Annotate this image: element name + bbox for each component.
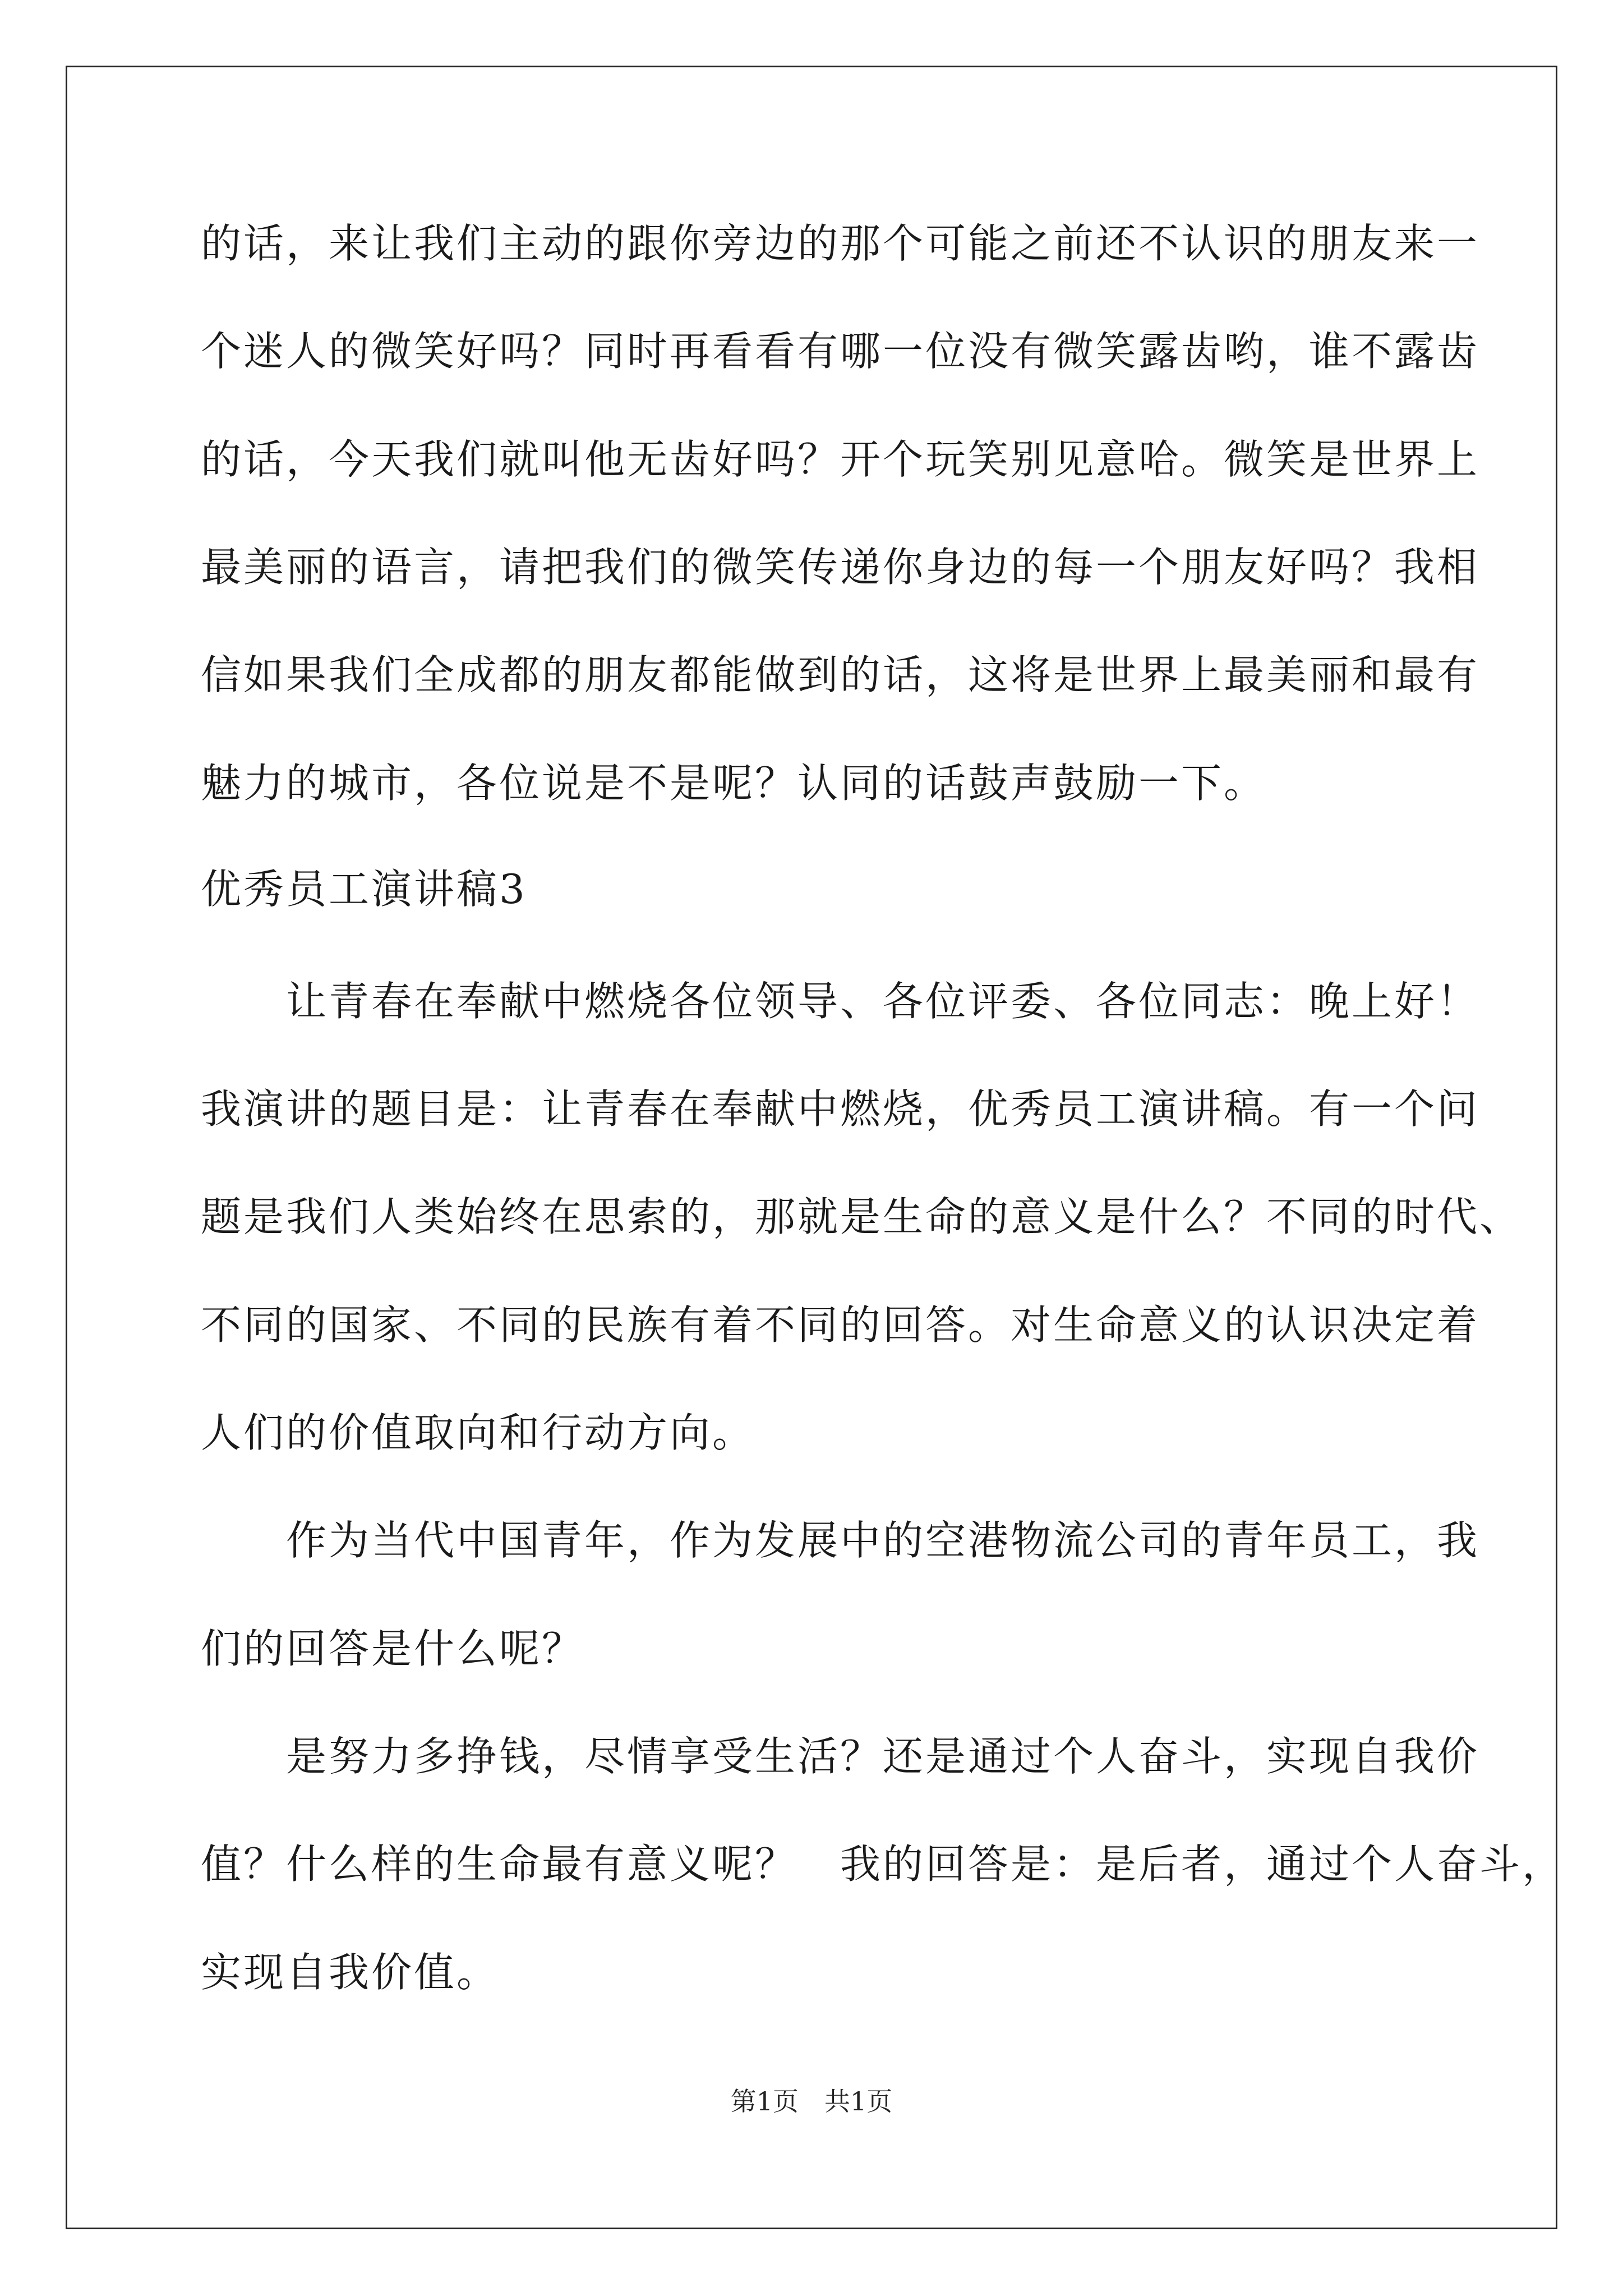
document-body xyxy=(201,220,1565,1996)
text-line: 作为当代中国青年，作为发展中的空港物流公司的青年员工，我 xyxy=(201,1517,1480,1564)
text-line: 信如果我们全成都的朋友都能做到的话，这将是世界上最美丽和最有 xyxy=(201,651,1480,698)
text-line: 实现自我价值。 xyxy=(201,1949,500,1996)
text-line: 值？什么样的生命最有意义呢？ 我的回答是：是后者，通过个人奋斗， xyxy=(201,1841,1565,1888)
text-line: 最美丽的语言，请把我们的微笑传递你身边的每一个朋友好吗？我相 xyxy=(201,544,1480,591)
section-heading: 优秀员工演讲稿3 xyxy=(201,866,527,913)
text-line: 我演讲的题目是：让青春在奉献中燃烧，优秀员工演讲稿。有一个问 xyxy=(201,1085,1480,1133)
text-line: 让青春在奉献中燃烧各位领导、各位评委、各位同志：晚上好！ xyxy=(201,978,1480,1025)
text-line: 魅力的城市，各位说是不是呢？认同的话鼓声鼓励一下。 xyxy=(201,760,1267,807)
text-line: 是努力多挣钱，尽情享受生活？还是通过个人奋斗，实现自我价 xyxy=(201,1733,1480,1780)
text-line: 题是我们人类始终在思索的，那就是生命的意义是什么？不同的时代、 xyxy=(201,1193,1523,1240)
text-line: 不同的国家、不同的民族有着不同的回答。对生命意义的认识决定着 xyxy=(201,1301,1480,1349)
text-line: 的话，今天我们就叫他无齿好吗？开个玩笑别见意哈。微笑是世界上 xyxy=(201,436,1480,483)
text-line: 的话，来让我们主动的跟你旁边的那个可能之前还不认识的朋友来一 xyxy=(201,220,1480,267)
text-line: 人们的价值取向和行动方向。 xyxy=(201,1409,755,1456)
text-line: 们的回答是什么呢？ xyxy=(201,1625,585,1672)
page-number-footer: 第1页 共1页 xyxy=(730,2086,893,2116)
text-line: 个迷人的微笑好吗？同时再看看有哪一位没有微笑露齿哟，谁不露齿 xyxy=(201,328,1480,375)
